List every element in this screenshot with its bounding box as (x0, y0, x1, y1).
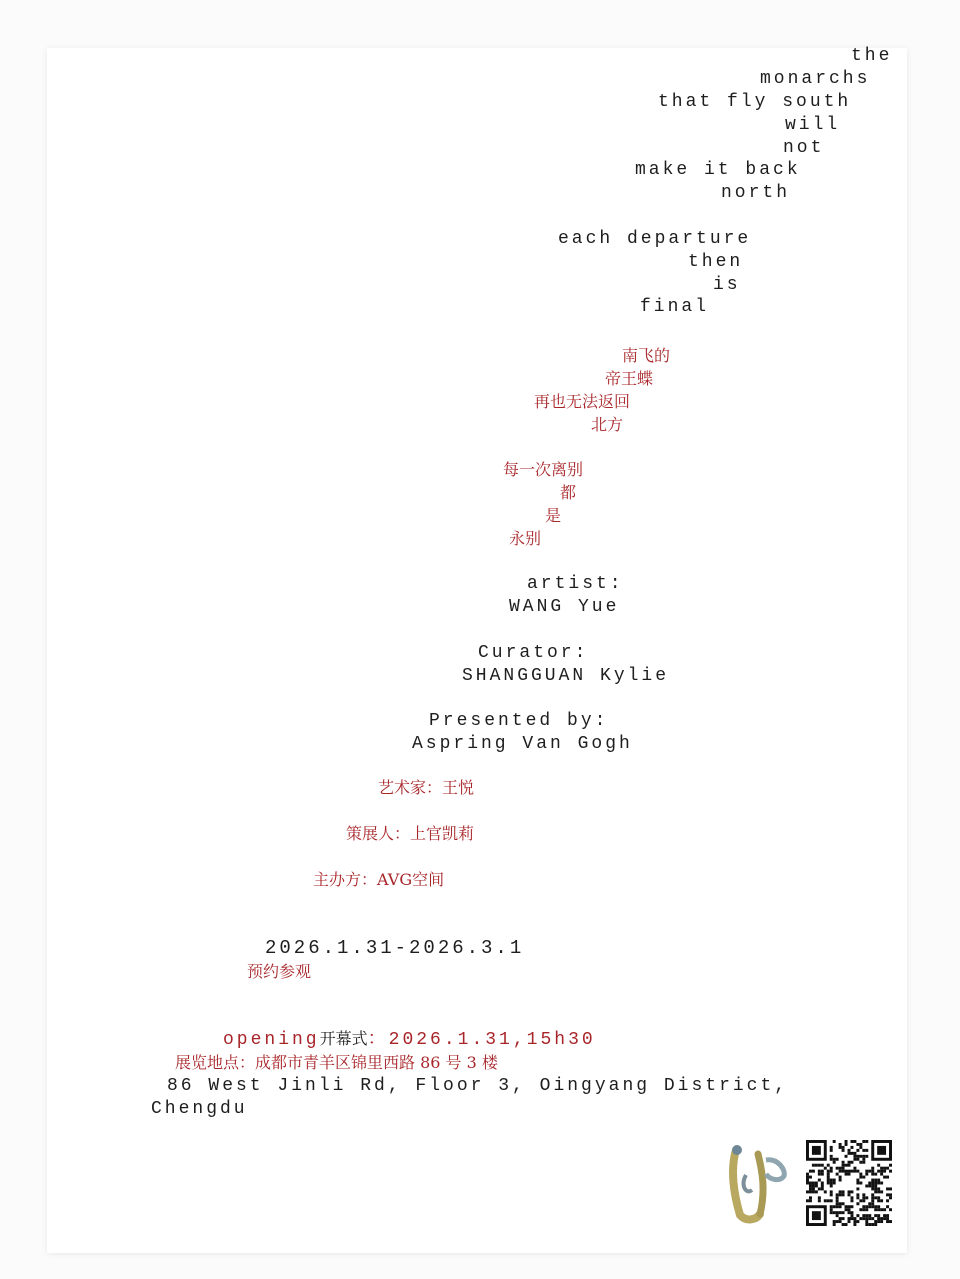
opening-label-zh: 开幕式 (319, 1029, 368, 1048)
poem-line: final (640, 297, 710, 317)
poem-line: is (713, 275, 741, 295)
opening-value: ：2026.1.31,15h30 (367, 1030, 596, 1050)
poem-line-zh: 都 (560, 483, 577, 502)
curator-name: SHANGGUAN Kylie (462, 666, 670, 686)
reservation-note: 预约参观 (247, 962, 312, 981)
poem-line-zh: 北方 (591, 415, 624, 434)
poem-line-zh: 帝王蝶 (605, 369, 654, 388)
poem-line: each departure (558, 229, 752, 249)
opening-line (215, 1009, 596, 1050)
venue-en-line1: 86 West Jinli Rd, Floor 3, Oingyang District, (167, 1076, 789, 1096)
poem-line: make it back (635, 160, 801, 180)
poem-line-zh: 南飞的 (622, 346, 671, 365)
poem-line: will (785, 115, 841, 135)
poem-line: that fly south (658, 92, 852, 112)
poem-line-zh: 每一次离别 (503, 460, 584, 479)
qr-code-icon[interactable] (806, 1140, 892, 1226)
venue-en-line2: Chengdu (151, 1099, 248, 1119)
artist-label: artist: (527, 574, 624, 594)
poem-line-zh: 永别 (509, 529, 542, 548)
poem-line: not (783, 138, 825, 158)
curator-zh: 策展人：上官凯莉 (346, 824, 475, 843)
venue-zh: 展览地点：成都市青羊区锦里西路 86 号 3 楼 (175, 1053, 498, 1072)
poem-line: monarchs (760, 69, 871, 89)
poem-line-zh: 是 (545, 506, 562, 525)
poem-line: north (721, 183, 791, 203)
presenter-zh: 主办方：AVG空间 (313, 870, 445, 889)
presenter-label: Presented by: (429, 711, 609, 731)
curator-label: Curator: (478, 643, 589, 663)
calligraphy-logo-icon (726, 1140, 792, 1224)
presenter-name: Aspring Van Gogh (412, 734, 633, 754)
poem-line: the (851, 46, 893, 66)
artist-name: WANG Yue (509, 597, 620, 617)
opening-label-en: opening (223, 1030, 320, 1050)
poem-line-zh: 再也无法返回 (534, 392, 631, 411)
poem-line: then (688, 252, 744, 272)
artist-zh: 艺术家：王悦 (378, 778, 475, 797)
exhibition-dates: 2026.1.31-2026.3.1 (265, 937, 525, 959)
